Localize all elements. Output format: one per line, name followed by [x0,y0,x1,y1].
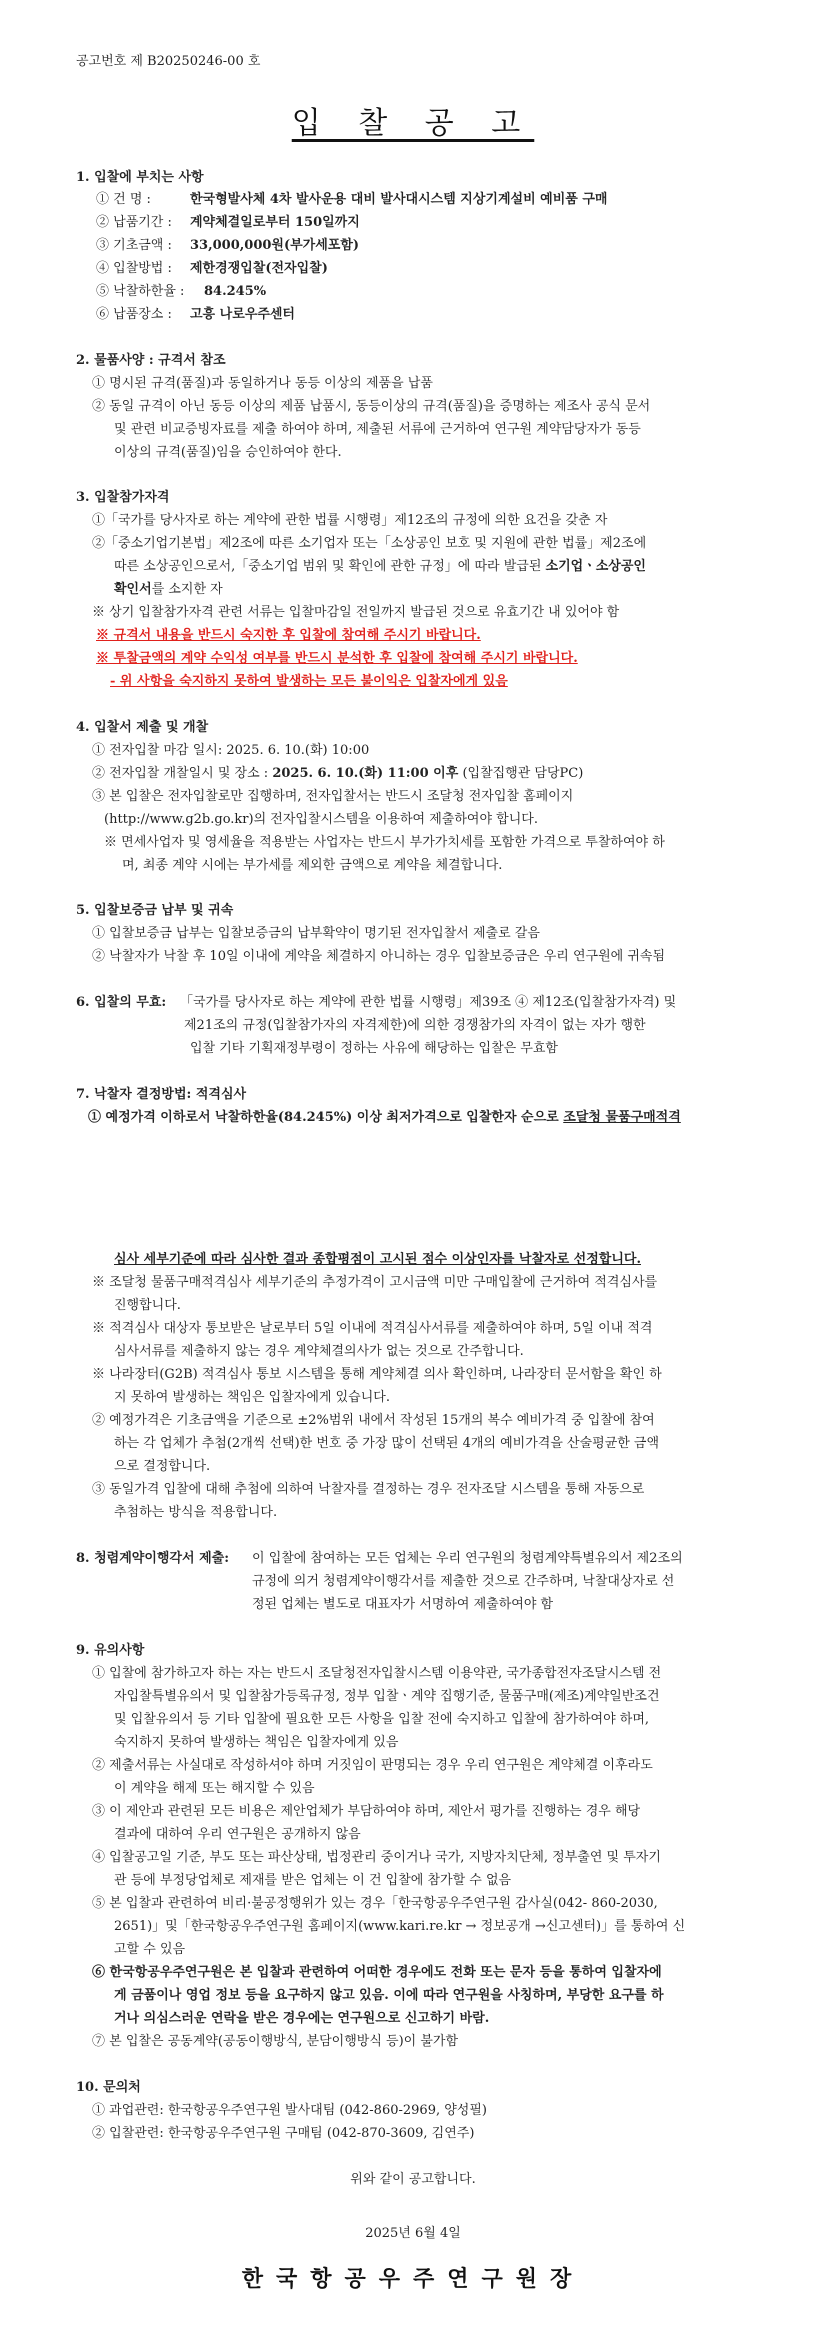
award-note: 지 못하여 발생하는 책임은 입찰자에게 있습니다. [114,1390,390,1405]
award-note: ② 예정가격은 기초금액을 기준으로 ±2%범위 내에서 작성된 15개의 복수 예비가격 중 입찰에 참여 [92,1413,655,1428]
integrity-line: 정된 업체는 별도로 대표자가 서명하여 제출하여야 함 [252,1597,554,1612]
spec-line: 및 관련 비교증빙자료를 제출 하여야 하며, 제출된 서류에 근거하여 연구원 계약담당자가 동등 [114,422,641,437]
deposit-line: ② 낙찰자가 낙찰 후 10일 이내에 계약을 체결하지 아니하는 경우 입찰보증금은 우리 연구원에 귀속됨 [92,949,666,964]
caution-line: ⑦ 본 입찰은 공동계약(공동이행방식, 분담이행방식 등)이 불가함 [92,2034,459,2049]
section5-heading: 5. 입찰보증금 납부 및 귀속 [76,903,234,918]
deposit-line: ① 입찰보증금 납부는 입찰보증금의 납부확약이 명기된 전자입찰서 제출로 갈음 [92,926,540,941]
submission-line: ① 전자입찰 마감 일시: 2025. 6. 10.(화) 10:00 [92,743,370,758]
submission-line: (http://www.g2b.go.kr)의 전자입찰시스템을 이용하여 제출하여야 합니다. [104,812,538,827]
submission-note: 며, 최종 계약 시에는 부가세를 제외한 금액으로 계약을 체결합니다. [122,858,503,873]
section6-heading: 6. 입찰의 무효: [76,995,167,1010]
invalid-line: 입찰 기타 기획재정부령이 정하는 사유에 해당하는 입찰은 무효함 [190,1041,558,1056]
warning-spec: ※ 규격서 내용을 반드시 숙지한 후 입찰에 참여해 주시기 바랍니다. [96,628,481,643]
caution-line-bold: 게 금품이나 영업 정보 등을 요구하지 않고 있음. 이에 따라 연구원을 사칭하며, 부당한 요구를 하 [114,1988,664,2003]
qualification-line: 따른 소상공인으로서,「중소기업 범위 및 확인에 관한 규정」에 따라 발급된 소기업ㆍ소상공인 [114,559,646,574]
section2-heading: 2. 물품사양 : 규격서 참조 [76,353,226,368]
qualification-line: ②「중소기업기본법」제2조에 따른 소기업자 또는「소상공인 보호 및 지원에 관한 법률」제2조에 [92,536,647,551]
qualification-line: 확인서를 소지한 자 [114,582,223,597]
award-note: 추첨하는 방식을 적용합니다. [114,1505,278,1520]
closing-text: 위와 같이 공고합니다. [350,2172,476,2187]
award-note: 으로 결정합니다. [114,1459,211,1474]
caution-line: ③ 이 제안과 관련된 모든 비용은 제안업체가 부담하여야 하며, 제안서 평가를 진행하는 경우 해당 [92,1804,641,1819]
caution-line: 결과에 대하여 우리 연구원은 공개하지 않음 [114,1827,361,1842]
section3-heading: 3. 입찰참가자격 [76,490,170,505]
spec-line: 이상의 규격(품질)임을 승인하여야 한다. [114,445,342,460]
warning-responsibility: - 위 사항을 숙지하지 못하여 발생하는 모든 불이익은 입찰자에게 있음 [110,674,508,689]
section10-heading: 10. 문의처 [76,2080,141,2095]
qualification-note: ※ 상기 입찰참가자격 관련 서류는 입찰마감일 전일까지 발급된 것으로 유효기간 내 있어야 함 [92,605,620,620]
award-method-line: 심사 세부기준에 따라 심사한 결과 종합평점이 고시된 점수 이상인자를 낙찰자로 선정합니다. [114,1252,641,1267]
caution-line-bold: ⑥ 한국항공우주연구원은 본 입찰과 관련하여 어떠한 경우에도 전화 또는 문자 등을 통하여 입찰자에 [92,1965,662,1980]
section9-heading: 9. 유의사항 [76,1643,145,1658]
submission-note: ※ 면세사업자 및 영세율을 적용받는 사업자는 반드시 부가가치세를 포함한 가격으로 투찰하여야 하 [104,835,665,850]
caution-line: 자입찰특별유의서 및 입찰참가등록규정, 정부 입찰ㆍ계약 집행기준, 물품구매(제조)계약일반조건 [114,1689,660,1704]
section8-heading: 8. 청렴계약이행각서 제출: [76,1551,230,1566]
award-note: ※ 적격심사 대상자 통보받은 날로부터 5일 이내에 적격심사서류를 제출하여야 하며, 5일 이내 적격 [92,1321,653,1336]
caution-line: ④ 입찰공고일 기준, 부도 또는 파산상태, 법정관리 중이거나 국가, 지방자치단체, 정부출연 및 투자기 [92,1850,661,1865]
item-name-value: 한국형발사체 4차 발사운용 대비 발사대시스템 지상기계설비 예비품 구매 [190,192,608,207]
submission-line: ③ 본 입찰은 전자입찰로만 집행하며, 전자입찰서는 반드시 조달청 전자입찰 홈페이지 [92,789,574,804]
section4-heading: 4. 입찰서 제출 및 개찰 [76,720,209,735]
caution-line-bold: 거나 의심스러운 연락을 받은 경우에는 연구원으로 신고하기 바람. [114,2011,490,2026]
contact-line: ① 과업관련: 한국항공우주연구원 발사대팀 (042-860-2969, 양성필) [92,2103,487,2118]
bid-method-value: 제한경쟁입찰(전자입찰) [190,261,328,276]
base-amount-label: ③ 기초금액 : [96,238,172,253]
delivery-value: 계약체결일로부터 150일까지 [190,215,360,230]
notice-number: 공고번호 제 B20250246-00 호 [76,54,261,69]
section1-heading: 1. 입찰에 부치는 사항 [76,170,204,185]
caution-line: 2651)」및「한국항공우주연구원 홈페이지(www.kari.re.kr → 정보공개 →신고센터)」를 통하여 신 [114,1919,686,1934]
caution-line: ① 입찰에 참가하고자 하는 자는 반드시 조달청전자입찰시스템 이용약관, 국가종합전자조달시스템 전 [92,1666,662,1681]
page-title: 입 찰 공 고 [291,106,535,141]
caution-line: 고할 수 있음 [114,1942,186,1957]
award-note: 진행합니다. [114,1298,181,1313]
delivery-place-value: 고흥 나로우주센터 [190,307,295,322]
integrity-line: 규정에 의거 청렴계약이행각서를 제출한 것으로 간주하며, 낙찰대상자로 선 [252,1574,675,1589]
award-note: 하는 각 업체가 추첨(2개씩 선택)한 번호 중 가장 많이 선택된 4개의 예비가격을 산술평균한 금액 [114,1436,660,1451]
lower-limit-value: 84.245% [204,284,267,299]
item-name-label: ① 건 명 : [96,192,151,207]
invalid-line: 「국가를 당사자로 하는 계약에 관한 법률 시행령」제39조 ④ 제12조(입찰참가자격) 및 [180,995,677,1010]
qualification-line: ①「국가를 당사자로 하는 계약에 관한 법률 시행령」제12조의 규정에 의한 요건을 갖춘 자 [92,513,608,528]
section7-heading: 7. 낙찰자 결정방법: 적격심사 [76,1087,247,1102]
award-note: ※ 조달청 물품구매적격심사 세부기준의 추정가격이 고시금액 미만 구매입찰에 근거하여 적격심사를 [92,1275,658,1290]
spec-line: ② 동일 규격이 아닌 동등 이상의 제품 납품시, 동등이상의 규격(품질)을 증명하는 제조사 공식 문서 [92,399,651,414]
signature: 한국항공우주연구원장 [241,2266,585,2292]
award-method-line: ① 예정가격 이하로서 낙찰하한율(84.245%) 이상 최저가격으로 입찰한자 순으로 조달청 물품구매적격 [88,1110,681,1125]
base-amount-value: 33,000,000원(부가세포함) [190,238,360,253]
spec-line: ① 명시된 규격(품질)과 동일하거나 동등 이상의 제품을 납품 [92,376,433,391]
award-note: 심사서류를 제출하지 않는 경우 계약체결의사가 없는 것으로 간주합니다. [114,1344,524,1359]
caution-line: 숙지하지 못하여 발생하는 책임은 입찰자에게 있음 [114,1735,399,1750]
caution-line: ② 제출서류는 사실대로 작성하셔야 하며 거짓임이 판명되는 경우 우리 연구원은 계약체결 이후라도 [92,1758,653,1773]
notice-date: 2025년 6월 4일 [365,2226,461,2241]
integrity-line: 이 입찰에 참여하는 모든 업체는 우리 연구원의 청렴계약특별유의서 제2조의 [252,1551,683,1566]
award-note: ※ 나라장터(G2B) 적격심사 통보 시스템을 통해 계약체결 의사 확인하며, 나라장터 문서함을 확인 하 [92,1367,662,1382]
delivery-label: ② 납품기간 : [96,215,172,230]
warning-profit: ※ 투찰금액의 계약 수익성 여부를 반드시 분석한 후 입찰에 참여해 주시기 바랍니다. [96,651,578,666]
contact-line: ② 입찰관련: 한국항공우주연구원 구매팀 (042-870-3609, 김연주) [92,2126,475,2141]
caution-line: 이 계약을 해제 또는 해지할 수 있음 [114,1781,315,1796]
award-note: ③ 동일가격 입찰에 대해 추첨에 의하여 낙찰자를 결정하는 경우 전자조달 시스템을 통해 자동으로 [92,1482,645,1497]
caution-line: 및 입찰유의서 등 기타 입찰에 필요한 모든 사항을 입찰 전에 숙지하고 입찰에 참가하여야 하며, [114,1712,650,1727]
caution-line: ⑤ 본 입찰과 관련하여 비리·불공정행위가 있는 경우「한국항공우주연구원 감사실(042- 860-2030, [92,1896,658,1911]
caution-line: 관 등에 부정당업체로 제재를 받은 업체는 이 건 입찰에 참가할 수 없음 [114,1873,512,1888]
invalid-line: 제21조의 규정(입찰참가자의 자격제한)에 의한 경쟁참가의 자격이 없는 자가 행한 [184,1018,646,1033]
lower-limit-label: ⑤ 낙찰하한율 : [96,284,185,299]
bid-method-label: ④ 입찰방법 : [96,261,172,276]
submission-line: ② 전자입찰 개찰일시 및 장소 : 2025. 6. 10.(화) 11:00 이후 (입찰집행관 담당PC) [92,766,584,781]
delivery-place-label: ⑥ 납품장소 : [96,307,172,322]
